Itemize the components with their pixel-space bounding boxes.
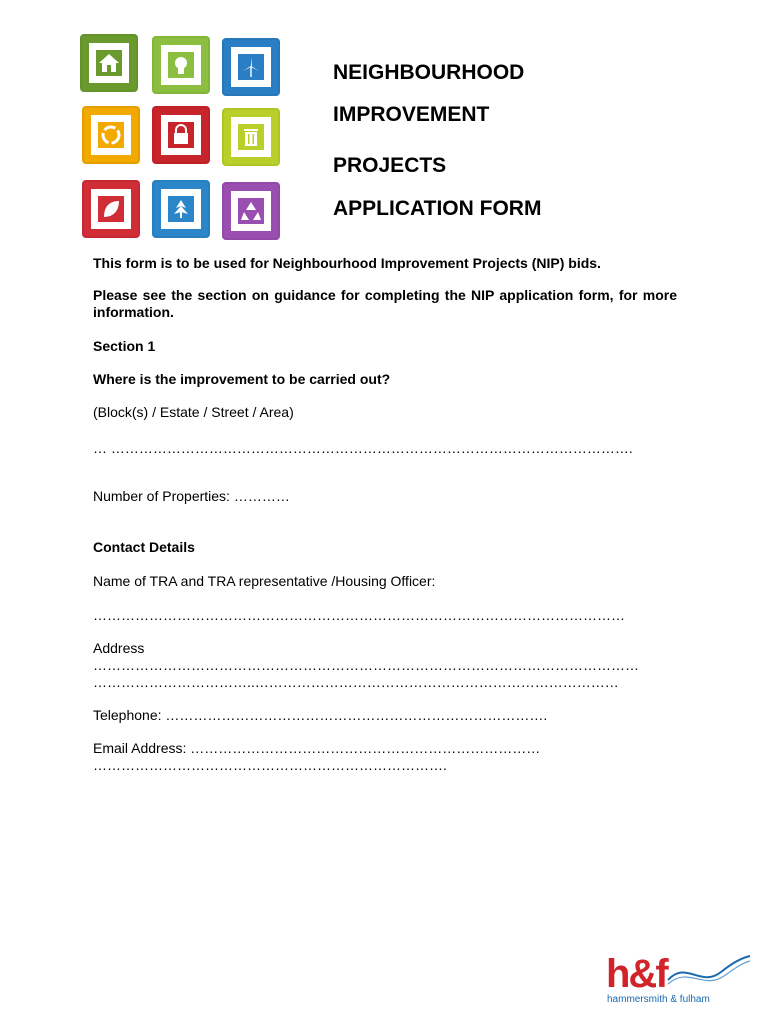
icon-grid — [80, 34, 286, 244]
tile-wind-turbine — [222, 38, 280, 96]
plant-icon — [166, 194, 196, 224]
location-hint: (Block(s) / Estate / Street / Area) — [93, 404, 294, 420]
location-field[interactable]: … …………………………………………………………………………………………………. — [93, 440, 633, 456]
location-question: Where is the improvement to be carried out? — [93, 371, 391, 387]
tile-house — [80, 34, 138, 92]
tile-plant — [152, 180, 210, 238]
lightbulb-icon — [166, 50, 196, 80]
tra-label: Name of TRA and TRA representative /Housing Officer: — [93, 573, 436, 589]
contact-heading: Contact Details — [93, 539, 195, 555]
address-line-1[interactable]: ……………………………………………………………………………………………………… — [93, 657, 639, 673]
tile-padlock — [152, 106, 210, 164]
tile-bin — [222, 108, 280, 166]
padlock-recycle-icon — [166, 120, 196, 150]
telephone-field[interactable]: Telephone: ………………………………………………………………………. — [93, 707, 548, 723]
logo-subtitle: hammersmith & fulham — [607, 994, 710, 1005]
address-label: Address — [93, 640, 145, 656]
leaf-icon — [96, 194, 126, 224]
guidance-text: Please see the section on guidance for completing the NIP application form, for more information. — [93, 287, 677, 320]
logo-swoosh-icon — [666, 950, 752, 990]
tile-recycle — [222, 182, 280, 240]
tra-field[interactable]: …………………………………………………………………………………………………… — [93, 607, 625, 623]
logo-mark: h&f — [606, 952, 667, 996]
email-field-line-2[interactable]: …………………………………………………………………. — [93, 757, 447, 773]
tile-lightbulb — [152, 36, 210, 94]
recycle-symbol-icon — [236, 196, 266, 226]
tile-leaf — [82, 180, 140, 238]
bin-icon — [236, 122, 266, 152]
wind-turbine-icon — [236, 52, 266, 82]
council-logo — [604, 950, 754, 1010]
address-line-2[interactable]: ……………………………..…………………………………………………………………… — [93, 674, 619, 690]
intro-text: This form is to be used for Neighbourhood Improvement Projects (NIP) bids. — [93, 255, 601, 271]
house-icon — [94, 48, 124, 78]
title-line-3: PROJECTS — [333, 154, 447, 177]
title-line-1: NEIGHBOURHOOD — [333, 61, 525, 84]
properties-field[interactable]: Number of Properties: ………… — [93, 488, 290, 504]
title-line-2: IMPROVEMENT — [333, 103, 490, 126]
title-line-4: APPLICATION FORM — [333, 197, 542, 220]
tile-recycle-arrows — [82, 106, 140, 164]
email-field[interactable]: Email Address: ………………………………………………………………… — [93, 740, 541, 756]
section-heading: Section 1 — [93, 338, 156, 354]
recycle-arrows-icon — [96, 120, 126, 150]
